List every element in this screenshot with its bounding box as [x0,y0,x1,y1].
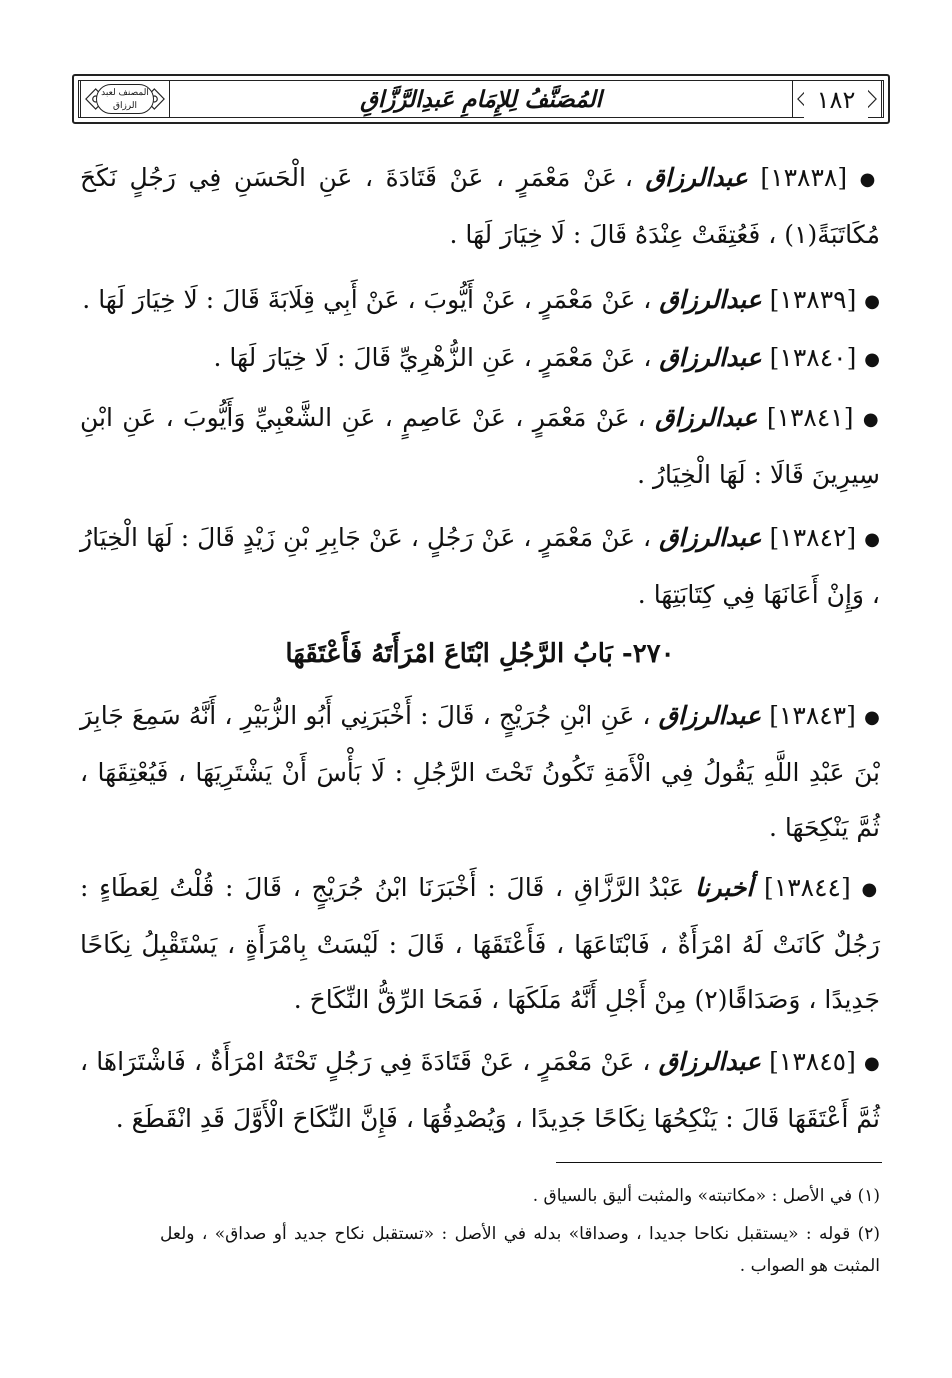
bullet-icon: ● [859,169,880,190]
hadith-text: ، عَنْ مَعْمَرٍ ، عَنْ قَتَادَةَ ، عَنِ الْحَسَنِ فِي رَجُلٍ نَكَحَ مُكَاتَبَةً(١) ، فَعُتِقَتْ عِنْدَهُ قَالَ : لَا خِيَارَ لَهَا . [80,163,880,249]
hadith-number: [١٣٨٤٥] [769,1047,856,1076]
narrator: عبدالرزاق [645,163,748,192]
hadith-text: ، عَنِ ابْنِ جُرَيْجٍ ، قَالَ : أَخْبَرَنِي أَبُو الزُّبَيْرِ ، أَنَّهُ سَمِعَ جَابِرَ بْنَ عَبْدِ اللَّهِ يَقُولُ فِي الْأَمَةِ تَكُونُ تَحْتَ الرَّجُلِ : لَا بَأْسَ أَنْ يَشْتَرِيَهَا ، فَيُعْتِقَهَا ، ثُمَّ يَنْكِحَهَا . [80,701,880,842]
bullet-icon: ● [864,291,880,312]
hadith-text: ، عَنْ مَعْمَرٍ ، عَنْ قَتَادَةَ فِي رَجُلٍ تَحْتَهُ امْرَأَةٌ ، فَاشْتَرَاهَا ، ثُمَّ أَعْتَقَهَا قَالَ : يَنْكِحُهَا نِكَاحًا جَدِيدًا ، وَيُصْدِقُهَا ، فَإِنَّ النِّكَاحَ الْأَوَّلَ قَدِ انْقَطَعَ . [80,1047,880,1133]
bullet-icon: ● [861,879,880,900]
hadith-text: ، عَنْ مَعْمَرٍ ، عَنِ الزُّهْرِيِّ قَالَ : لَا خِيَارَ لَهَا . [213,343,652,372]
book-emblem: المصنف لعبد الرزاق [96,84,154,114]
running-title: المُصَنَّفُ لِلإِمَامِ عَبدِالرَّزَّاقِ [360,86,602,113]
hadith-text: ، عَنْ مَعْمَرٍ ، عَنْ رَجُلٍ ، عَنْ جَابِرِ بْنِ زَيْدٍ قَالَ : لَهَا الْخِيَارُ ، وَإِنْ أَعَانَهَا فِي كِتَابَتِهَا . [80,523,880,609]
footnote-divider [556,1162,882,1163]
hadith-entry [80,1034,880,1146]
hadith-entry [80,330,880,387]
footnote: (٢) قوله : «يستقبل نكاحا جديدا ، وصداقا» بدله في الأصل : «تستقبل نكاح جديد أو صداق» ، ولعل المثبت هو الصواب . [160,1224,880,1276]
narrator: عبدالرزاق [658,1047,761,1076]
hadith-text: ، عَنْ مَعْمَرٍ ، عَنْ عَاصِمٍ ، عَنِ الشَّعْبِيِّ وَأَيُّوبَ ، عَنِ ابْنِ سِيرِينَ قَالَا : لَهَا الْخِيَارُ . [80,403,880,489]
page-header [72,74,890,124]
hadith-number: [١٣٨٣٩] [769,285,857,314]
hadith-number: [١٣٨٤٣] [769,701,856,730]
hadith-entry [80,150,880,262]
page-number: ١٨٢ [804,82,868,118]
hadith-entry [80,688,880,855]
narrator: عبدالرزاق [659,523,762,552]
hadith-number: [١٣٨٤٤] [764,873,851,902]
hadith-number: [١٣٨٤٢] [769,523,857,552]
narrator: عبدالرزاق [655,403,758,432]
narrator: عبدالرزاق [658,701,762,730]
hadith-text: ، عَنْ مَعْمَرٍ ، عَنْ أَيُّوبَ ، عَنْ أَبِي قِلَابَةَ قَالَ : لَا خِيَارَ لَهَا . [82,285,652,314]
narrator: عبدالرزاق [659,343,762,372]
hadith-text: عَبْدُ الرَّزَّاقِ ، قَالَ : أَخْبَرَنَا ابْنُ جُرَيْجٍ ، قَالَ : قُلْتُ لِعَطَاءٍ : رَجُلٌ كَانَتْ لَهُ امْرَأَةٌ ، فَابْتَاعَهَا ، فَأَعْتَقَهَا ، قَالَ : لَيْسَتْ بِامْرَأَةٍ ، يَسْتَقْبِلُ نِكَاحًا جَدِيدًا ، وَصَدَاقًا(٢) مِنْ أَجْلِ أَنَّهُ مَلَكَهَا ، فَمَحَا الرِّقُّ النِّكَاحَ . [80,873,880,1014]
hadith-number: [١٣٨٣٨] [760,163,848,192]
hadith-entry [80,510,880,622]
hadith-entry [80,390,880,502]
bullet-icon: ● [862,409,880,430]
bullet-icon: ● [864,707,880,728]
bullet-icon: ● [864,1053,880,1074]
narrator: عبدالرزاق [659,285,762,314]
narrator: أخبرنا [694,873,754,902]
bullet-icon: ● [864,529,880,550]
bullet-icon: ● [864,349,880,370]
hadith-entry [80,860,880,1027]
footnote: (١) في الأصل : «مكاتبته» والمثبت أليق بالسياق . [532,1186,880,1206]
chapter-heading: ٢٧٠- بَابُ الرَّجُلِ ابْتَاعَ امْرَأَتَهُ فَأَعْتَقَهَا [285,639,675,669]
hadith-entry [80,272,880,329]
hadith-number: [١٣٨٤٠] [769,343,857,372]
hadith-number: [١٣٨٤١] [766,403,854,432]
